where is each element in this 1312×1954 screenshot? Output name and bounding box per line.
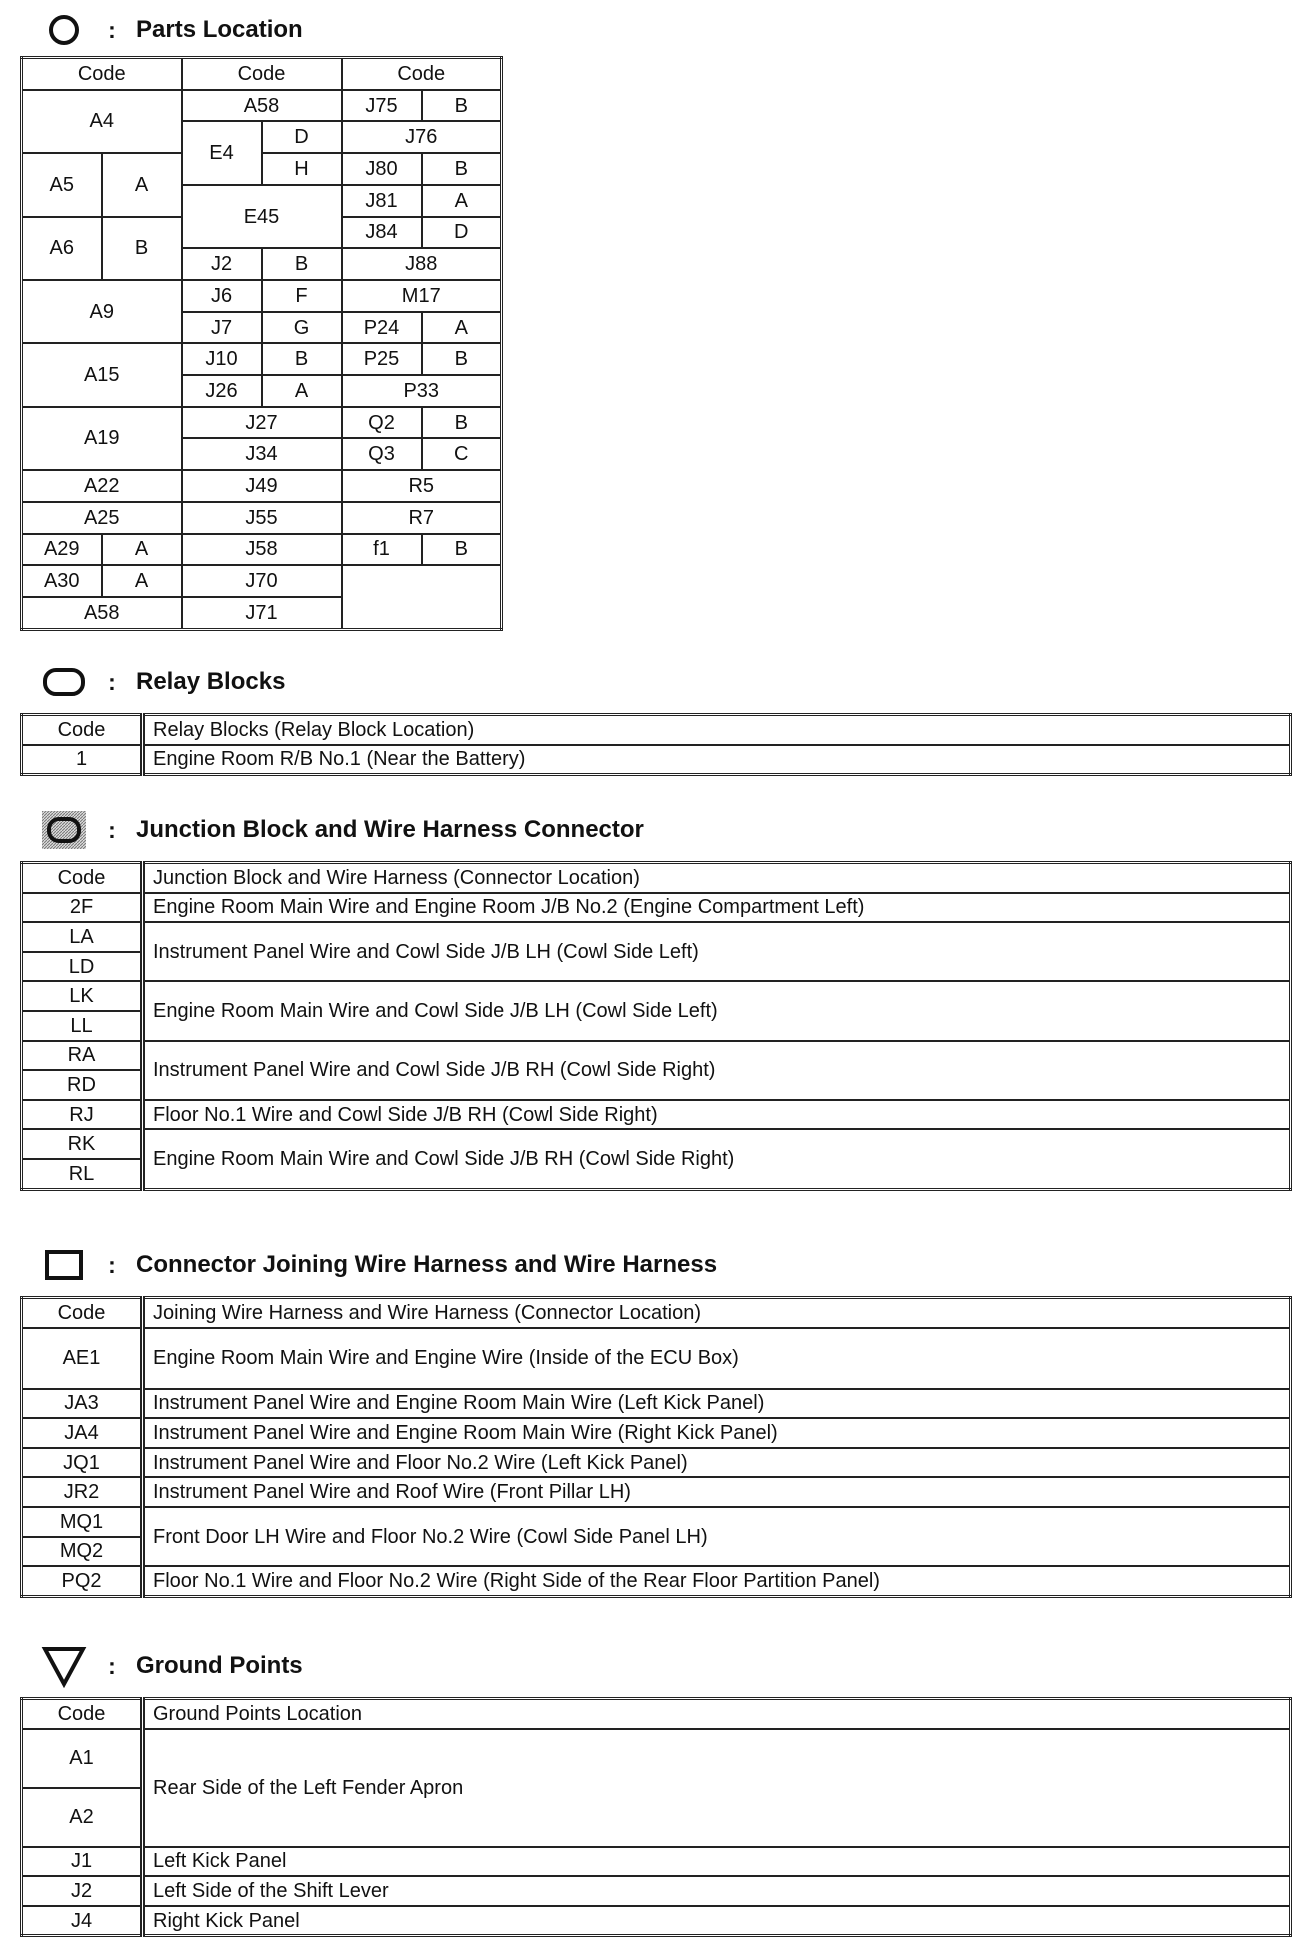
suffix-cell: H bbox=[262, 153, 342, 185]
code-cell: J27 bbox=[182, 407, 342, 439]
code-cell: A58 bbox=[22, 597, 182, 630]
suffix-cell: B bbox=[422, 407, 502, 439]
code-cell: LL bbox=[22, 1011, 143, 1041]
code-cell: MQ1 bbox=[22, 1507, 143, 1537]
location-cell: Engine Room Main Wire and Engine Wire (Inside of the ECU Box) bbox=[143, 1328, 1291, 1389]
section-title: Relay Blocks bbox=[136, 668, 286, 695]
code-header: Code bbox=[22, 863, 143, 893]
code-cell: J75 bbox=[342, 90, 422, 122]
location-header: Joining Wire Harness and Wire Harness (Connector Location) bbox=[143, 1298, 1291, 1328]
code-cell: E4 bbox=[182, 121, 262, 184]
code-cell: A19 bbox=[22, 407, 182, 470]
empty-cell bbox=[342, 565, 502, 629]
section-title: Ground Points bbox=[136, 1652, 303, 1679]
code-cell: A6 bbox=[22, 217, 102, 280]
code-header: Code bbox=[342, 58, 502, 90]
code-cell: Q3 bbox=[342, 438, 422, 470]
suffix-cell: A bbox=[422, 312, 502, 344]
location-header: Relay Blocks (Relay Block Location) bbox=[143, 715, 1291, 745]
parts-location-table bbox=[20, 56, 503, 631]
connector-joining-table bbox=[20, 1296, 1292, 1598]
section-title: Parts Location bbox=[136, 16, 303, 43]
location-cell: Instrument Panel Wire and Engine Room Main Wire (Left Kick Panel) bbox=[143, 1389, 1291, 1419]
hatched-rounded-rect-icon bbox=[40, 810, 88, 850]
code-cell: J70 bbox=[182, 565, 342, 597]
location-cell: Floor No.1 Wire and Cowl Side J/B RH (Cowl Side Right) bbox=[143, 1100, 1291, 1130]
code-cell: J84 bbox=[342, 217, 422, 249]
location-header: Junction Block and Wire Harness (Connector Location) bbox=[143, 863, 1291, 893]
code-header: Code bbox=[182, 58, 342, 90]
code-cell: 1 bbox=[22, 745, 143, 775]
code-cell: A4 bbox=[22, 90, 182, 153]
suffix-cell: B bbox=[422, 153, 502, 185]
location-cell: Engine Room R/B No.1 (Near the Battery) bbox=[143, 745, 1291, 775]
code-cell: A1 bbox=[22, 1729, 143, 1788]
code-cell: P24 bbox=[342, 312, 422, 344]
code-cell: f1 bbox=[342, 534, 422, 566]
location-cell: Right Kick Panel bbox=[143, 1906, 1291, 1936]
location-header: Ground Points Location bbox=[143, 1699, 1291, 1729]
location-cell: Rear Side of the Left Fender Apron bbox=[143, 1729, 1291, 1847]
code-cell: R5 bbox=[342, 470, 502, 502]
code-cell: RK bbox=[22, 1129, 143, 1159]
code-cell: J2 bbox=[22, 1876, 143, 1906]
suffix-cell: B bbox=[422, 90, 502, 122]
code-cell: J58 bbox=[182, 534, 342, 566]
location-cell: Left Kick Panel bbox=[143, 1847, 1291, 1877]
code-cell: LK bbox=[22, 981, 143, 1011]
location-cell: Instrument Panel Wire and Cowl Side J/B RH (Cowl Side Right) bbox=[143, 1041, 1291, 1100]
triangle-down-icon bbox=[40, 1646, 88, 1686]
suffix-cell: B bbox=[422, 343, 502, 375]
code-cell: JA4 bbox=[22, 1418, 143, 1448]
code-cell: M17 bbox=[342, 280, 502, 312]
code-cell: JA3 bbox=[22, 1389, 143, 1419]
code-cell: JR2 bbox=[22, 1477, 143, 1507]
code-cell: J76 bbox=[342, 121, 502, 153]
code-cell: A5 bbox=[22, 153, 102, 216]
relay-blocks-heading: : Relay Blocks bbox=[40, 662, 285, 702]
code-cell: J7 bbox=[182, 312, 262, 344]
code-cell: 2F bbox=[22, 893, 143, 923]
suffix-cell: G bbox=[262, 312, 342, 344]
code-cell: J10 bbox=[182, 343, 262, 375]
code-cell: P25 bbox=[342, 343, 422, 375]
code-cell: J71 bbox=[182, 597, 342, 630]
code-cell: E45 bbox=[182, 185, 342, 248]
code-cell: J26 bbox=[182, 375, 262, 407]
suffix-cell: C bbox=[422, 438, 502, 470]
code-cell: J4 bbox=[22, 1906, 143, 1936]
location-cell: Instrument Panel Wire and Engine Room Main Wire (Right Kick Panel) bbox=[143, 1418, 1291, 1448]
code-header: Code bbox=[22, 58, 182, 90]
code-cell: LD bbox=[22, 952, 143, 982]
code-cell: J49 bbox=[182, 470, 342, 502]
code-cell: AE1 bbox=[22, 1328, 143, 1389]
code-header: Code bbox=[22, 1699, 143, 1729]
code-cell: Q2 bbox=[342, 407, 422, 439]
code-cell: RJ bbox=[22, 1100, 143, 1130]
code-cell: A30 bbox=[22, 565, 102, 597]
location-cell: Instrument Panel Wire and Floor No.2 Wire (Left Kick Panel) bbox=[143, 1448, 1291, 1478]
code-cell: R7 bbox=[342, 502, 502, 534]
location-cell: Left Side of the Shift Lever bbox=[143, 1876, 1291, 1906]
location-cell: Engine Room Main Wire and Cowl Side J/B LH (Cowl Side Left) bbox=[143, 981, 1291, 1040]
rounded-rect-icon bbox=[40, 662, 88, 702]
location-cell: Engine Room Main Wire and Engine Room J/B No.2 (Engine Compartment Left) bbox=[143, 893, 1291, 923]
code-cell: A25 bbox=[22, 502, 182, 534]
code-cell: J88 bbox=[342, 248, 502, 280]
suffix-cell: B bbox=[422, 534, 502, 566]
code-cell: MQ2 bbox=[22, 1537, 143, 1567]
suffix-cell: D bbox=[262, 121, 342, 153]
code-cell: J2 bbox=[182, 248, 262, 280]
location-cell: Instrument Panel Wire and Cowl Side J/B LH (Cowl Side Left) bbox=[143, 922, 1291, 981]
suffix-cell: A bbox=[102, 153, 182, 216]
square-icon bbox=[40, 1245, 88, 1285]
code-cell: J55 bbox=[182, 502, 342, 534]
circle-icon bbox=[40, 10, 88, 50]
suffix-cell: B bbox=[102, 217, 182, 280]
location-cell: Front Door LH Wire and Floor No.2 Wire (Cowl Side Panel LH) bbox=[143, 1507, 1291, 1566]
junction-block-table bbox=[20, 861, 1292, 1191]
suffix-cell: D bbox=[422, 217, 502, 249]
location-cell: Engine Room Main Wire and Cowl Side J/B RH (Cowl Side Right) bbox=[143, 1129, 1291, 1189]
code-cell: RA bbox=[22, 1041, 143, 1071]
code-cell: RL bbox=[22, 1159, 143, 1189]
connector-joining-heading: : Connector Joining Wire Harness and Wire Harness bbox=[40, 1245, 717, 1285]
code-cell: J6 bbox=[182, 280, 262, 312]
code-cell: J34 bbox=[182, 438, 342, 470]
location-cell: Instrument Panel Wire and Roof Wire (Front Pillar LH) bbox=[143, 1477, 1291, 1507]
suffix-cell: F bbox=[262, 280, 342, 312]
code-cell: PQ2 bbox=[22, 1566, 143, 1596]
ground-points-table bbox=[20, 1697, 1292, 1937]
junction-block-heading: : Junction Block and Wire Harness Connector bbox=[40, 810, 644, 850]
code-header: Code bbox=[22, 1298, 143, 1328]
suffix-cell: A bbox=[102, 534, 182, 566]
code-cell: J80 bbox=[342, 153, 422, 185]
code-cell: A15 bbox=[22, 343, 182, 406]
suffix-cell: A bbox=[102, 565, 182, 597]
code-cell: J1 bbox=[22, 1847, 143, 1877]
code-header: Code bbox=[22, 715, 143, 745]
ground-points-heading: : Ground Points bbox=[40, 1646, 303, 1686]
code-cell: LA bbox=[22, 922, 143, 952]
code-cell: JQ1 bbox=[22, 1448, 143, 1478]
suffix-cell: A bbox=[262, 375, 342, 407]
suffix-cell: B bbox=[262, 343, 342, 375]
code-cell: A2 bbox=[22, 1788, 143, 1847]
parts-location-heading: : Parts Location bbox=[40, 10, 303, 50]
suffix-cell: B bbox=[262, 248, 342, 280]
code-cell: A58 bbox=[182, 90, 342, 122]
suffix-cell: A bbox=[422, 185, 502, 217]
code-cell: A29 bbox=[22, 534, 102, 566]
relay-blocks-table bbox=[20, 713, 1292, 776]
code-cell: A9 bbox=[22, 280, 182, 343]
code-cell: J81 bbox=[342, 185, 422, 217]
location-cell: Floor No.1 Wire and Floor No.2 Wire (Right Side of the Rear Floor Partition Panel) bbox=[143, 1566, 1291, 1596]
code-cell: P33 bbox=[342, 375, 502, 407]
code-cell: RD bbox=[22, 1070, 143, 1100]
code-cell: A22 bbox=[22, 470, 182, 502]
section-title: Connector Joining Wire Harness and Wire Harness bbox=[136, 1251, 718, 1278]
section-title: Junction Block and Wire Harness Connector bbox=[136, 816, 644, 843]
